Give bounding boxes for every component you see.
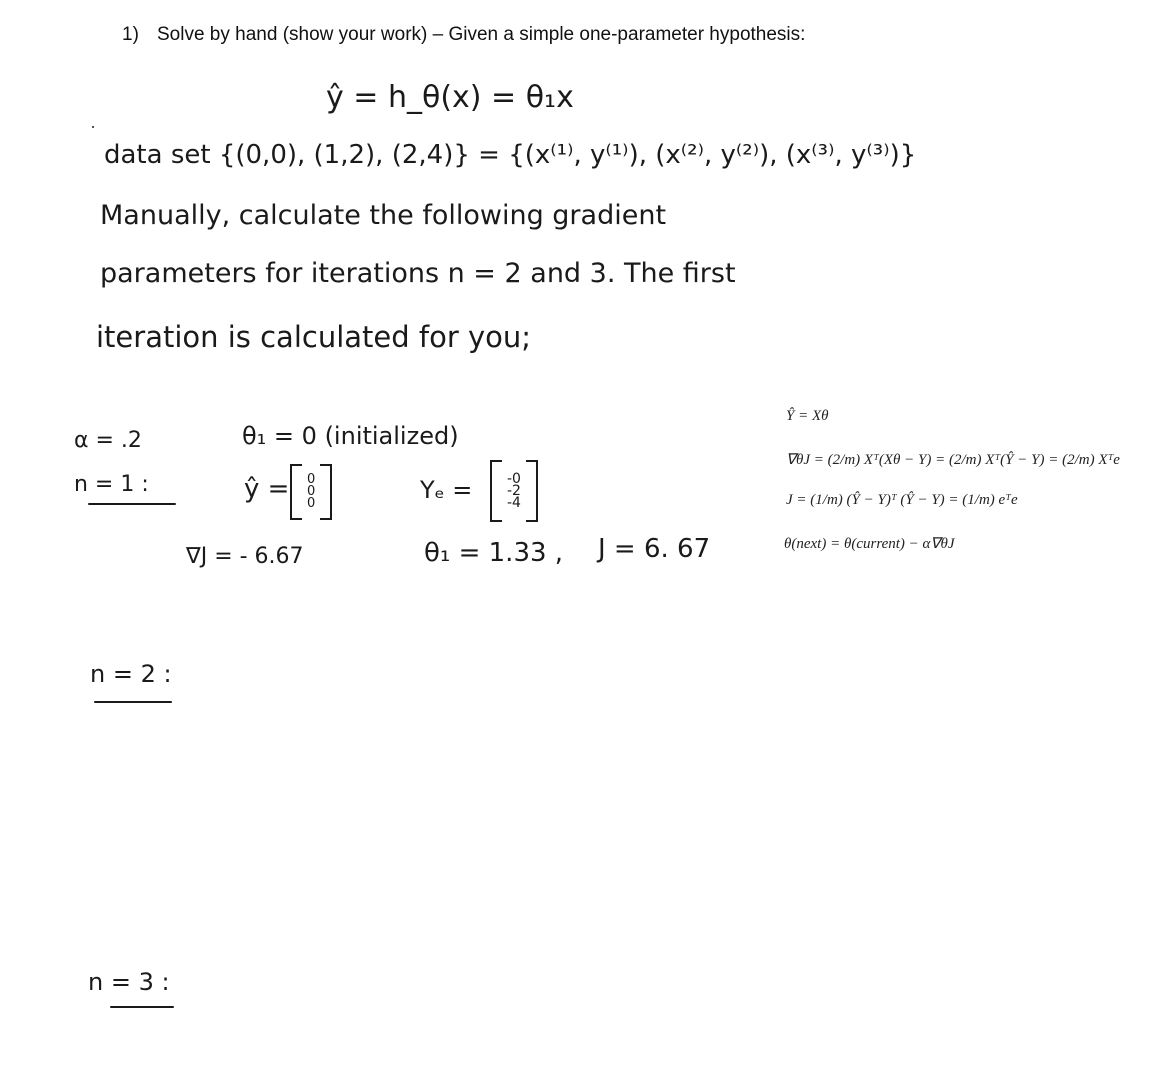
ye-vector-values [502, 473, 526, 509]
instruction-line-1: Manually, calculate the following gradient [100, 200, 667, 231]
instruction-line-2: parameters for iterations n = 2 and 3. The first [100, 258, 736, 289]
ye-label: Yₑ = [420, 476, 473, 504]
formula-update-rule: θ(next) = θ(current) − α∇θJ [784, 536, 955, 552]
ye-value-2: -2 [507, 483, 521, 499]
ye-value-1: -0 [507, 471, 521, 487]
yhat-value-3: 0 [307, 496, 316, 511]
gradient-value: ∇J = - 6.67 [186, 544, 304, 569]
left-bracket [290, 464, 302, 520]
dataset-definition: data set {(0,0), (1,2), (2,4)} = {(x⁽¹⁾, y⁽¹⁾), (x⁽²⁾, y⁽²⁾), (x⁽³⁾, y⁽³⁾)} [104, 140, 917, 170]
yhat-vector-values [302, 474, 320, 510]
hypothesis-equation: ŷ = h_θ(x) = θ₁x [326, 80, 574, 115]
instruction-line-3: iteration is calculated for you; [96, 320, 532, 354]
alpha-value: α = .2 [74, 428, 142, 453]
yhat-value-2: 0 [307, 484, 316, 499]
iteration-2-label: n = 2 : [90, 660, 172, 688]
problem-number: 1) [122, 24, 139, 45]
yhat-label: ŷ = [244, 474, 290, 504]
theta-initialized: θ₁ = 0 (initialized) [242, 422, 459, 450]
stray-mark [92, 126, 94, 128]
left-bracket [490, 460, 502, 522]
iteration-2-underline [94, 701, 172, 703]
ye-vector [490, 460, 538, 522]
right-bracket [526, 460, 538, 522]
yhat-vector [290, 464, 332, 520]
right-bracket [320, 464, 332, 520]
iteration-1-underline [88, 503, 176, 505]
problem-statement: Solve by hand (show your work) – Given a simple one-parameter hypothesis: [157, 24, 806, 45]
iteration-3-label: n = 3 : [88, 968, 170, 996]
iteration-1-label: n = 1 : [74, 472, 149, 497]
formula-prediction: Ŷ = Xθ [786, 408, 829, 424]
yhat-value-1: 0 [307, 472, 316, 487]
formula-gradient: ∇θJ = (2/m) Xᵀ(Xθ − Y) = (2/m) Xᵀ(Ŷ − Y) = (2/m) Xᵀe [786, 452, 1120, 468]
iteration-3-underline [110, 1006, 174, 1008]
theta-next-value: θ₁ = 1.33 , [424, 538, 564, 568]
cost-value: J = 6. 67 [598, 534, 711, 564]
formula-cost: J = (1/m) (Ŷ − Y)ᵀ (Ŷ − Y) = (1/m) eᵀe [786, 492, 1018, 508]
ye-value-3: -4 [507, 495, 521, 511]
